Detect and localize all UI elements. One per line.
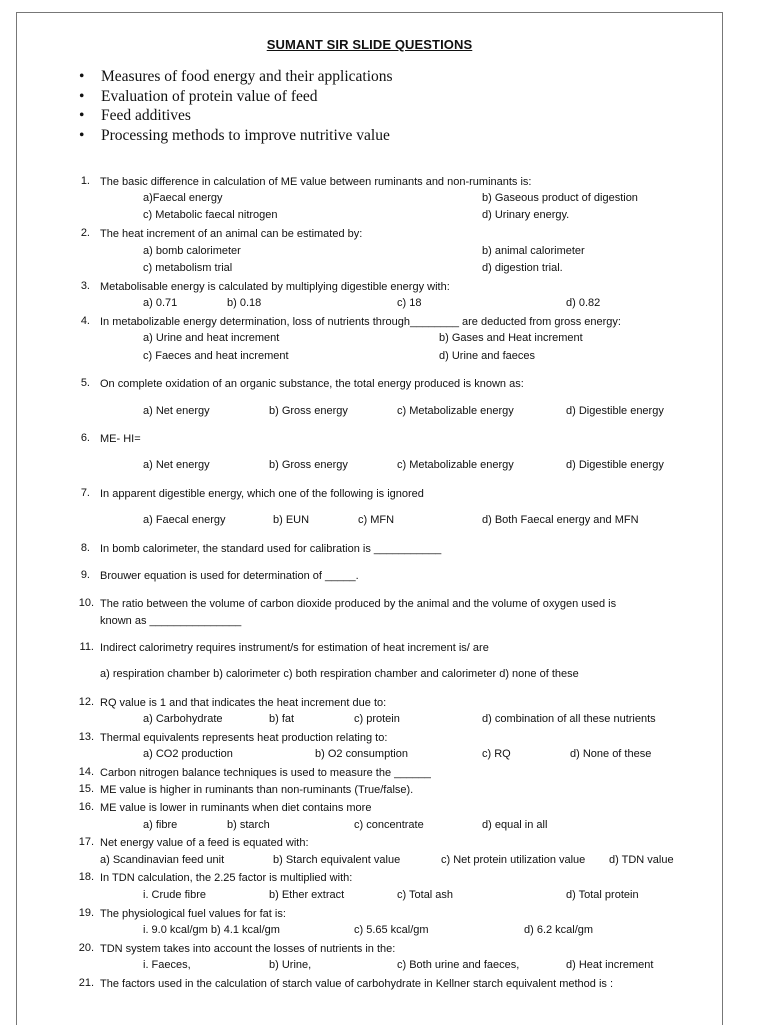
question-text: Indirect calorimetry requires instrument/s for estimation of heat increment is/ are xyxy=(100,642,489,654)
answer-option: c) concentrate xyxy=(354,819,424,831)
answer-option: c) Metabolizable energy xyxy=(397,405,514,417)
question-text: The factors used in the calculation of starch value of carbohydrate in Kellner starch equivalent method is : xyxy=(100,978,614,990)
question-number: 16. xyxy=(78,801,94,813)
answer-option: d) 0.82 xyxy=(566,297,601,309)
answer-option: c) 18 xyxy=(397,297,422,309)
answer-option: i. Crude fibre xyxy=(143,889,206,901)
answer-option: a) fibre xyxy=(143,819,178,831)
topic-item: • Measures of food energy and their applications xyxy=(79,68,393,85)
question-text: RQ value is 1 and that indicates the heat increment due to: xyxy=(100,697,387,709)
answer-option: d) digestion trial. xyxy=(482,262,563,274)
document-title: SUMANT SIR SLIDE QUESTIONS xyxy=(266,37,473,52)
question-number: 14. xyxy=(78,766,94,778)
question-number: 1. xyxy=(80,175,90,187)
answer-option: b) animal calorimeter xyxy=(482,245,585,257)
answer-option: b) O2 consumption xyxy=(315,748,408,760)
answer-option: a) Carbohydrate xyxy=(143,713,223,725)
answer-option: d) equal in all xyxy=(482,819,548,831)
question-number: 6. xyxy=(80,432,90,444)
question-text: The basic difference in calculation of ME value between ruminants and non-ruminants is: xyxy=(100,176,532,188)
answer-option: d) Both Faecal energy and MFN xyxy=(482,514,639,526)
question-number: 13. xyxy=(78,731,94,743)
answer-option: c) Total ash xyxy=(397,889,454,901)
answer-option: i. 9.0 kcal/gm b) 4.1 kcal/gm xyxy=(143,924,280,936)
answer-option: b) 0.18 xyxy=(227,297,262,309)
question-text: In metabolizable energy determination, loss of nutrients through________ are deducted from gross energy: xyxy=(100,316,621,328)
answer-option: c) MFN xyxy=(358,514,395,526)
answer-option: c) 5.65 kcal/gm xyxy=(354,924,429,936)
question-number: 5. xyxy=(80,377,90,389)
question-number: 11. xyxy=(79,641,94,653)
answer-option: c) Faeces and heat increment xyxy=(143,350,289,362)
answer-option: a) Net energy xyxy=(143,405,210,417)
question-text: On complete oxidation of an organic substance, the total energy produced is known as: xyxy=(100,378,524,390)
question-number: 10. xyxy=(78,597,94,609)
answer-option: d) TDN value xyxy=(609,854,674,866)
answer-option: c) Net protein utilization value xyxy=(441,854,586,866)
question-number: 19. xyxy=(78,907,94,919)
answer-option: a) bomb calorimeter xyxy=(143,245,241,257)
answer-option: c) Metabolic faecal nitrogen xyxy=(143,209,278,221)
question-text: The physiological fuel values for fat is: xyxy=(100,908,286,920)
bullet-icon: • xyxy=(79,107,85,124)
question-number: 18. xyxy=(78,871,94,883)
answer-option: d) combination of all these nutrients xyxy=(482,713,656,725)
answer-option: a) Net energy xyxy=(143,459,210,471)
answer-option: d) Urine and faeces xyxy=(439,350,535,362)
answer-option: d) None of these xyxy=(570,748,652,760)
question-number: 4. xyxy=(80,315,90,327)
question-text: ME value is lower in ruminants when diet contains more xyxy=(100,802,372,814)
question-number: 2. xyxy=(80,227,90,239)
answer-option: d) Digestible energy xyxy=(566,459,664,471)
answer-option: b) Starch equivalent value xyxy=(273,854,401,866)
question-text: Carbon nitrogen balance techniques is used to measure the ______ xyxy=(100,767,431,779)
answer-option: b) Urine, xyxy=(269,959,312,971)
topic-item: • Feed additives xyxy=(79,107,191,124)
topic-item: • Evaluation of protein value of feed xyxy=(79,87,318,105)
question-number: 12. xyxy=(78,696,94,708)
answer-option: c) metabolism trial xyxy=(143,262,233,274)
answer-option: b) EUN xyxy=(273,514,310,526)
answer-option: a) 0.71 xyxy=(143,297,178,309)
answer-option: b) Ether extract xyxy=(269,889,345,901)
question-text: ME value is higher in ruminants than non-ruminants (True/false). xyxy=(100,784,414,796)
answer-option: a) Faecal energy xyxy=(143,514,226,526)
question-text: In apparent digestible energy, which one of the following is ignored xyxy=(100,488,424,500)
topic-item: • Processing methods to improve nutritive value xyxy=(79,126,390,144)
answer-option: c) Metabolizable energy xyxy=(397,459,514,471)
bullet-icon: • xyxy=(79,126,85,144)
bullet-icon: • xyxy=(79,68,85,85)
answer-option: d) 6.2 kcal/gm xyxy=(524,924,594,936)
question-text: Brouwer equation is used for determination of _____. xyxy=(100,570,359,582)
answer-option: i. Faeces, xyxy=(143,959,191,971)
answer-option: c) RQ xyxy=(482,748,511,760)
question-text: The heat increment of an animal can be estimated by: xyxy=(100,228,363,240)
answer-option: b) Gaseous product of digestion xyxy=(482,192,638,204)
question-number: 20. xyxy=(78,942,94,954)
question-text: Thermal equivalents represents heat production relating to: xyxy=(100,732,388,744)
question-text: known as _______________ xyxy=(100,615,242,627)
answer-option: b) Gross energy xyxy=(269,459,348,471)
question-number: 7. xyxy=(80,487,90,499)
answer-option: b) Gross energy xyxy=(269,405,348,417)
question-number: 3. xyxy=(80,280,90,292)
answer-option: d) Urinary energy. xyxy=(482,209,570,221)
answer-option: d) Heat increment xyxy=(566,959,654,971)
question-text: In bomb calorimeter, the standard used for calibration is ___________ xyxy=(100,543,442,555)
answer-option: d) Digestible energy xyxy=(566,405,664,417)
topic-list xyxy=(77,67,393,145)
answer-option: c) protein xyxy=(354,713,400,725)
question-number: 21. xyxy=(78,977,94,989)
question-number: 17. xyxy=(78,836,94,848)
question-text: Net energy value of a feed is equated with: xyxy=(100,837,309,849)
answer-option: c) Both urine and faeces, xyxy=(397,959,520,971)
question-number: 9. xyxy=(80,569,90,581)
question-number: 8. xyxy=(80,542,90,554)
answer-option: b) Gases and Heat increment xyxy=(439,332,583,344)
bullet-icon: • xyxy=(79,87,85,105)
question-text: ME- HI= xyxy=(100,433,141,445)
answer-option: b) fat xyxy=(269,713,295,725)
answer-option: a) Urine and heat increment xyxy=(143,332,280,344)
answer-option: d) Total protein xyxy=(566,889,639,901)
answer-option: b) starch xyxy=(227,819,270,831)
question-number: 15. xyxy=(78,783,94,795)
question-text: The ratio between the volume of carbon dioxide produced by the animal and the volume of oxygen used is xyxy=(100,598,617,610)
answer-option: a) CO2 production xyxy=(143,748,233,760)
question-text: Metabolisable energy is calculated by multiplying digestible energy with: xyxy=(100,281,450,293)
answer-option: a) respiration chamber b) calorimeter c) both respiration chamber and calorimeter d) none of these xyxy=(100,668,579,680)
answer-option: a)Faecal energy xyxy=(143,192,223,204)
question-text: TDN system takes into account the losses of nutrients in the: xyxy=(100,943,396,955)
answer-option: a) Scandinavian feed unit xyxy=(100,854,225,866)
question-text: In TDN calculation, the 2.25 factor is multiplied with: xyxy=(100,872,353,884)
